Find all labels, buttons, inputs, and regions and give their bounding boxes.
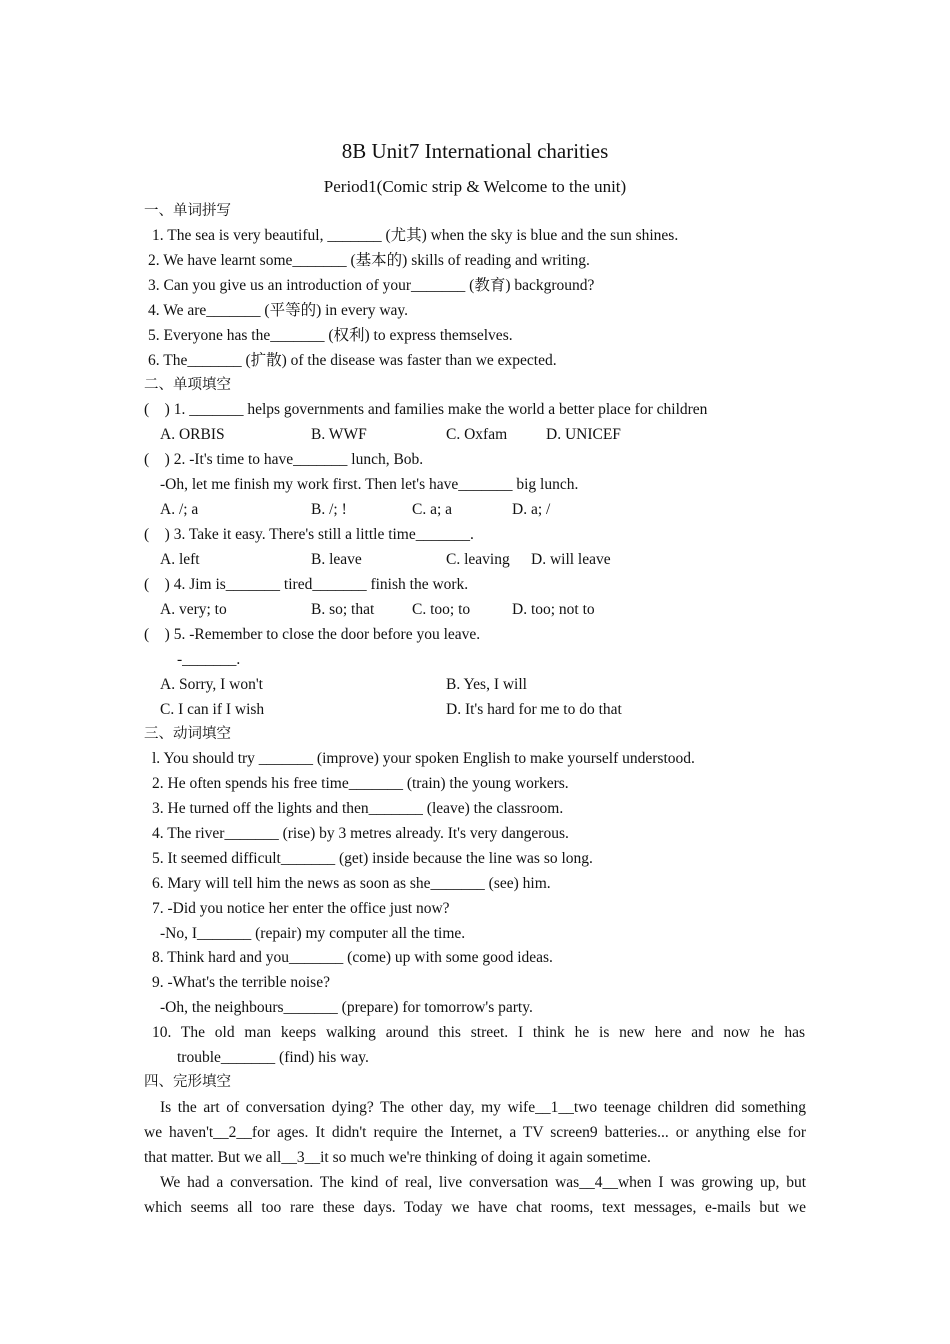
- document-title: 8B Unit7 International charities: [341, 139, 609, 163]
- choice-option: D. a; /: [512, 501, 551, 518]
- cloze-line: [160, 1098, 806, 1118]
- choice-option: D. It's hard for me to do that: [446, 701, 622, 718]
- choice-question-stem-continued: -_______.: [177, 651, 241, 668]
- choice-option: B. WWF: [311, 426, 367, 443]
- spelling-item: 3. Can you give us an introduction of your_______ (教育) background?: [148, 277, 595, 294]
- verb-item: 6. Mary will tell him the news as soon as she_______ (see) him.: [152, 875, 551, 892]
- choice-question-stem: ( ) 5. -Remember to close the door before you leave.: [144, 626, 481, 643]
- verb-item: 3. He turned off the lights and then_______ (leave) the classroom.: [152, 800, 564, 817]
- cloze-text: that matter. But we all: [144, 1149, 282, 1166]
- choice-option: B. Yes, I will: [446, 676, 527, 693]
- spelling-item: 1. The sea is very beautiful, _______ (尤其) when the sky is blue and the sun shines.: [152, 227, 679, 244]
- cloze-text: when I was growing up, but: [617, 1174, 806, 1191]
- verb-item-continued: -Oh, the neighbours_______ (prepare) for tomorrow's party.: [160, 999, 533, 1016]
- cloze-text: we haven't: [144, 1124, 214, 1141]
- choice-question-stem: ( ) 2. -It's time to have_______ lunch, Bob.: [144, 451, 424, 468]
- choice-option: B. so; that: [311, 601, 375, 618]
- verb-item: 2. He often spends his free time_______ (train) the young workers.: [152, 775, 569, 792]
- choice-question-stem: ( ) 1. _______ helps governments and families make the world a better place for children: [144, 401, 708, 418]
- verb-item: 8. Think hard and you_______ (come) up with some good ideas.: [152, 949, 553, 966]
- choice-option: C. a; a: [412, 501, 453, 518]
- spelling-item: 6. The_______ (扩散) of the disease was faster than we expected.: [148, 352, 557, 369]
- choice-option: A. ORBIS: [160, 426, 225, 443]
- cloze-line: [144, 1123, 806, 1143]
- cloze-line: [144, 1148, 651, 1168]
- spelling-item: 5. Everyone has the_______ (权利) to express themselves.: [148, 327, 513, 344]
- choice-option: D. will leave: [531, 551, 611, 568]
- verb-item-continued: -No, I_______ (repair) my computer all the time.: [160, 925, 466, 942]
- cloze-text: Is the art of conversation dying? The other day, my wife: [160, 1099, 536, 1116]
- cloze-text: We had a conversation. The kind of real, live conversation was: [160, 1174, 580, 1191]
- choice-option: A. /; a: [160, 501, 199, 518]
- section-heading-verbs: 三、动词填空: [144, 726, 231, 742]
- choice-option: C. too; to: [412, 601, 471, 618]
- cloze-text: two teenage children did something: [573, 1099, 807, 1116]
- document-subtitle: Period1(Comic strip & Welcome to the unit): [323, 177, 627, 196]
- choice-option: C. leaving: [446, 551, 510, 568]
- section-heading-cloze: 四、完形填空: [144, 1074, 231, 1090]
- cloze-line: [160, 1173, 806, 1193]
- choice-option: A. left: [160, 551, 200, 568]
- choice-option: B. leave: [311, 551, 362, 568]
- verb-item-continued: trouble_______ (find) his way.: [177, 1049, 369, 1066]
- choice-option: C. I can if I wish: [160, 701, 265, 718]
- verb-item: 4. The river_______ (rise) by 3 metres already. It's very dangerous.: [152, 825, 569, 842]
- cloze-blank-2: __2__: [213, 1124, 252, 1141]
- choice-option: C. Oxfam: [446, 426, 508, 443]
- cloze-blank-3: __3__: [281, 1149, 321, 1166]
- verb-item: l. You should try _______ (improve) your spoken English to make yourself understood.: [152, 750, 695, 767]
- cloze-text: it so much we're thinking of doing it again sometime.: [320, 1149, 651, 1166]
- choice-option: A. Sorry, I won't: [160, 676, 263, 693]
- cloze-blank-4: __4__: [579, 1174, 618, 1191]
- verb-item: 5. It seemed difficult_______ (get) inside because the line was so long.: [152, 850, 593, 867]
- choice-question-stem: ( ) 4. Jim is_______ tired_______ finish the work.: [144, 576, 469, 593]
- choice-option: B. /; !: [311, 501, 347, 518]
- choice-question-stem: ( ) 3. Take it easy. There's still a little time_______.: [144, 526, 474, 543]
- choice-option: D. too; not to: [512, 601, 595, 618]
- section-heading-spelling: 一、单词拼写: [144, 203, 231, 219]
- cloze-blank-1: __1__: [535, 1099, 574, 1116]
- cloze-text: for ages. It didn't require the Internet, a TV screen9 batteries... or anything else for: [251, 1124, 806, 1141]
- spelling-item: 2. We have learnt some_______ (基本的) skills of reading and writing.: [148, 252, 590, 269]
- choice-option: D. UNICEF: [546, 426, 621, 443]
- choice-question-stem-continued: -Oh, let me finish my work first. Then let's have_______ big lunch.: [160, 476, 579, 493]
- spelling-item: 4. We are_______ (平等的) in every way.: [148, 302, 409, 319]
- cloze-line: which seems all too rare these days. Today we have chat rooms, text messages, e-mails but we: [144, 1199, 806, 1216]
- section-heading-choice: 二、单项填空: [144, 377, 231, 393]
- choice-option: A. very; to: [160, 601, 227, 618]
- verb-item: 7. -Did you notice her enter the office just now?: [152, 900, 450, 917]
- verb-item: 10. The old man keeps walking around this street. I think he is new here and now he has: [152, 1024, 805, 1041]
- verb-item: 9. -What's the terrible noise?: [152, 974, 330, 991]
